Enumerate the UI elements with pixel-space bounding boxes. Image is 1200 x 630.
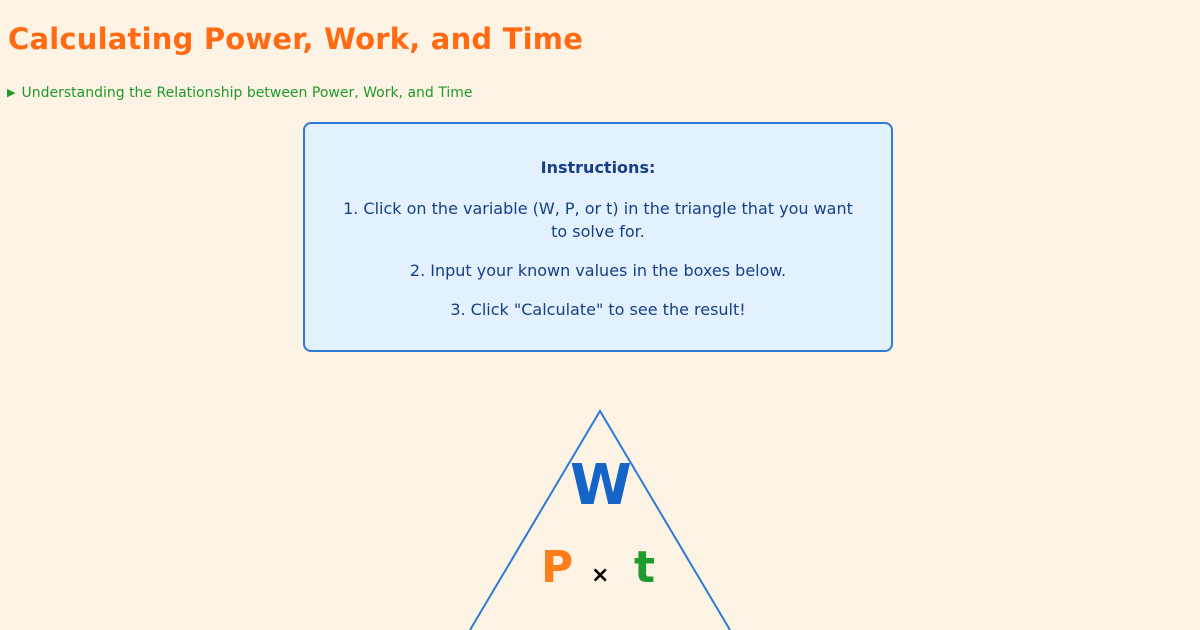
variable-t-button[interactable]: t <box>634 542 656 593</box>
variable-w-button[interactable]: W <box>570 453 632 518</box>
page-title: Calculating Power, Work, and Time <box>8 22 584 56</box>
disclosure-triangle-icon: ▶ <box>7 86 16 99</box>
instructions-box <box>303 122 893 352</box>
multiply-operator: × <box>591 563 610 588</box>
instructions-heading: Instructions: <box>540 158 656 177</box>
relationship-details-label: Understanding the Relationship between Power, Work, and Time <box>21 85 473 101</box>
instruction-step-2: 2. Input your known values in the boxes below. <box>409 261 787 280</box>
variable-p-button[interactable]: P <box>541 542 574 593</box>
relationship-details-toggle[interactable] <box>7 85 473 101</box>
instruction-step-3: 3. Click "Calculate" to see the result! <box>450 300 746 319</box>
instruction-step-1: 1. Click on the variable (W, P, or t) in the triangle that you want to solve for. <box>343 199 853 241</box>
